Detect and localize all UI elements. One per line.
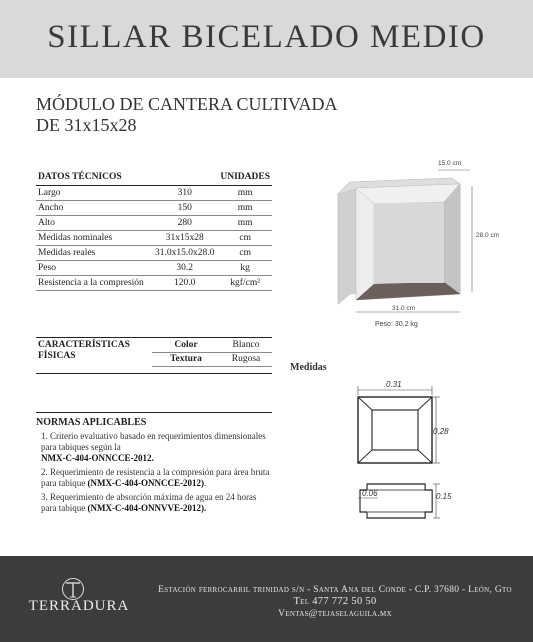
block-center — [374, 203, 444, 283]
contact-info — [150, 584, 520, 620]
dim-top-label: 15.0 cm — [438, 160, 462, 167]
row-unit: kgf/cm² — [218, 275, 272, 290]
row-unit: mm — [218, 215, 272, 230]
normas-item-3-text: 3. Requerimiento de absorción máxima de agua en 24 horas para tabique — [41, 492, 257, 513]
row-value: 310 — [151, 185, 218, 200]
table-row — [36, 230, 272, 245]
normas-item-2 — [41, 467, 272, 489]
characteristics-label-line-1: CARACTERÍSTICAS — [38, 340, 130, 350]
char-key: Color — [152, 338, 220, 352]
row-label: Alto — [36, 215, 151, 230]
technical-data-table — [36, 170, 272, 291]
width-dim-label: 0.31 — [386, 380, 402, 389]
row-label: Medidas nominales — [36, 230, 151, 245]
page-title: SILLAR BICELADO MEDIO — [47, 19, 486, 55]
row-label: Largo — [36, 185, 151, 200]
dim-right-label: 28.0 cm — [476, 232, 500, 239]
table-header-row — [36, 170, 272, 185]
phone: Tel 477 772 50 50 — [293, 596, 377, 607]
normas-section — [36, 412, 272, 514]
bevel-line — [358, 397, 372, 410]
row-unit: kg — [218, 260, 272, 275]
row-value: 280 — [151, 215, 218, 230]
row-unit: cm — [218, 245, 272, 260]
table-row — [36, 215, 272, 230]
table-divider — [36, 373, 272, 374]
weight-label: Peso: 30.2 kg — [375, 321, 418, 328]
normas-item-2-end: . — [203, 478, 207, 488]
front-view-inner — [372, 410, 418, 450]
product-image — [320, 152, 520, 332]
bevel-line — [418, 450, 432, 463]
email-link[interactable]: Ventas@tejaselaguila.mx — [278, 609, 392, 619]
medidas-title: Medidas — [290, 362, 327, 373]
table-row — [36, 275, 272, 290]
row-value: 30.2 — [151, 260, 218, 275]
char-key: Textura — [152, 352, 220, 366]
normas-item-1-text: 1. Criterio evaluativo basado en requerimientos dimensionales para tabiques según la — [41, 431, 266, 452]
row-unit: cm — [218, 230, 272, 245]
dimension-drawing — [350, 378, 470, 528]
normas-item-1 — [41, 431, 272, 464]
row-value: 120.0 — [151, 275, 218, 290]
table-row — [36, 260, 272, 275]
row-label: Ancho — [36, 200, 151, 215]
characteristics-table-wrap — [36, 337, 272, 367]
block-bevel-right — [444, 184, 460, 294]
table-row — [36, 338, 272, 352]
row-label: Medidas reales — [36, 245, 151, 260]
char-value: Rugosa — [220, 352, 272, 366]
row-label: Resistencia a la compresión — [36, 275, 151, 290]
bevel-line — [418, 397, 432, 410]
table-row — [36, 245, 272, 260]
row-unit: mm — [218, 185, 272, 200]
normas-item-3-code: (NMX-C-404-ONNVVE-2012). — [87, 503, 207, 513]
table-row — [36, 185, 272, 200]
subtitle-line-2: DE 31x15x28 — [36, 115, 137, 135]
characteristics-label-line-2: FÍSICAS — [38, 351, 76, 361]
address: Estación ferrocarril trinidad s/n - Santa Ana del Conde - C.P. 37680 - León, Gto — [158, 585, 512, 595]
characteristics-label — [36, 338, 152, 366]
row-value: 31.0x15.0x28.0 — [151, 245, 218, 260]
char-value: Blanco — [220, 338, 272, 352]
subtitle-line-1: MÓDULO DE CANTERA CULTIVADA — [36, 94, 338, 114]
bevel-line — [358, 450, 372, 463]
block-bevel-left — [356, 188, 374, 300]
characteristics-table — [36, 338, 272, 367]
normas-item-2-code: (NMX-C-404-ONNCCE-2012) — [87, 478, 204, 488]
height-dim-label: 0.28 — [433, 427, 449, 436]
normas-title: NORMAS APLICABLES — [36, 417, 147, 428]
product-subtitle — [36, 94, 338, 136]
row-label: Peso — [36, 260, 151, 275]
dim-bottom-label: 31.0 cm — [392, 305, 416, 312]
header-units: UNIDADES — [218, 170, 272, 185]
header-value — [151, 170, 218, 185]
bevel-dim-label: 0.06 — [362, 489, 378, 498]
table-row — [36, 200, 272, 215]
normas-item-3 — [41, 492, 272, 514]
row-value: 31x15x28 — [151, 230, 218, 245]
normas-item-1-code: NMX-C-404-ONNCCE-2012. — [41, 453, 154, 463]
brand-name: TERRADURA — [28, 598, 130, 614]
row-value: 150 — [151, 200, 218, 215]
header-label: DATOS TÉCNICOS — [36, 170, 151, 185]
normas-item-2-text: 2. Requerimiento de resistencia a la compresión para área bruta para tabique — [41, 467, 270, 488]
depth-dim-label: 0.15 — [436, 492, 452, 501]
row-unit: mm — [218, 200, 272, 215]
